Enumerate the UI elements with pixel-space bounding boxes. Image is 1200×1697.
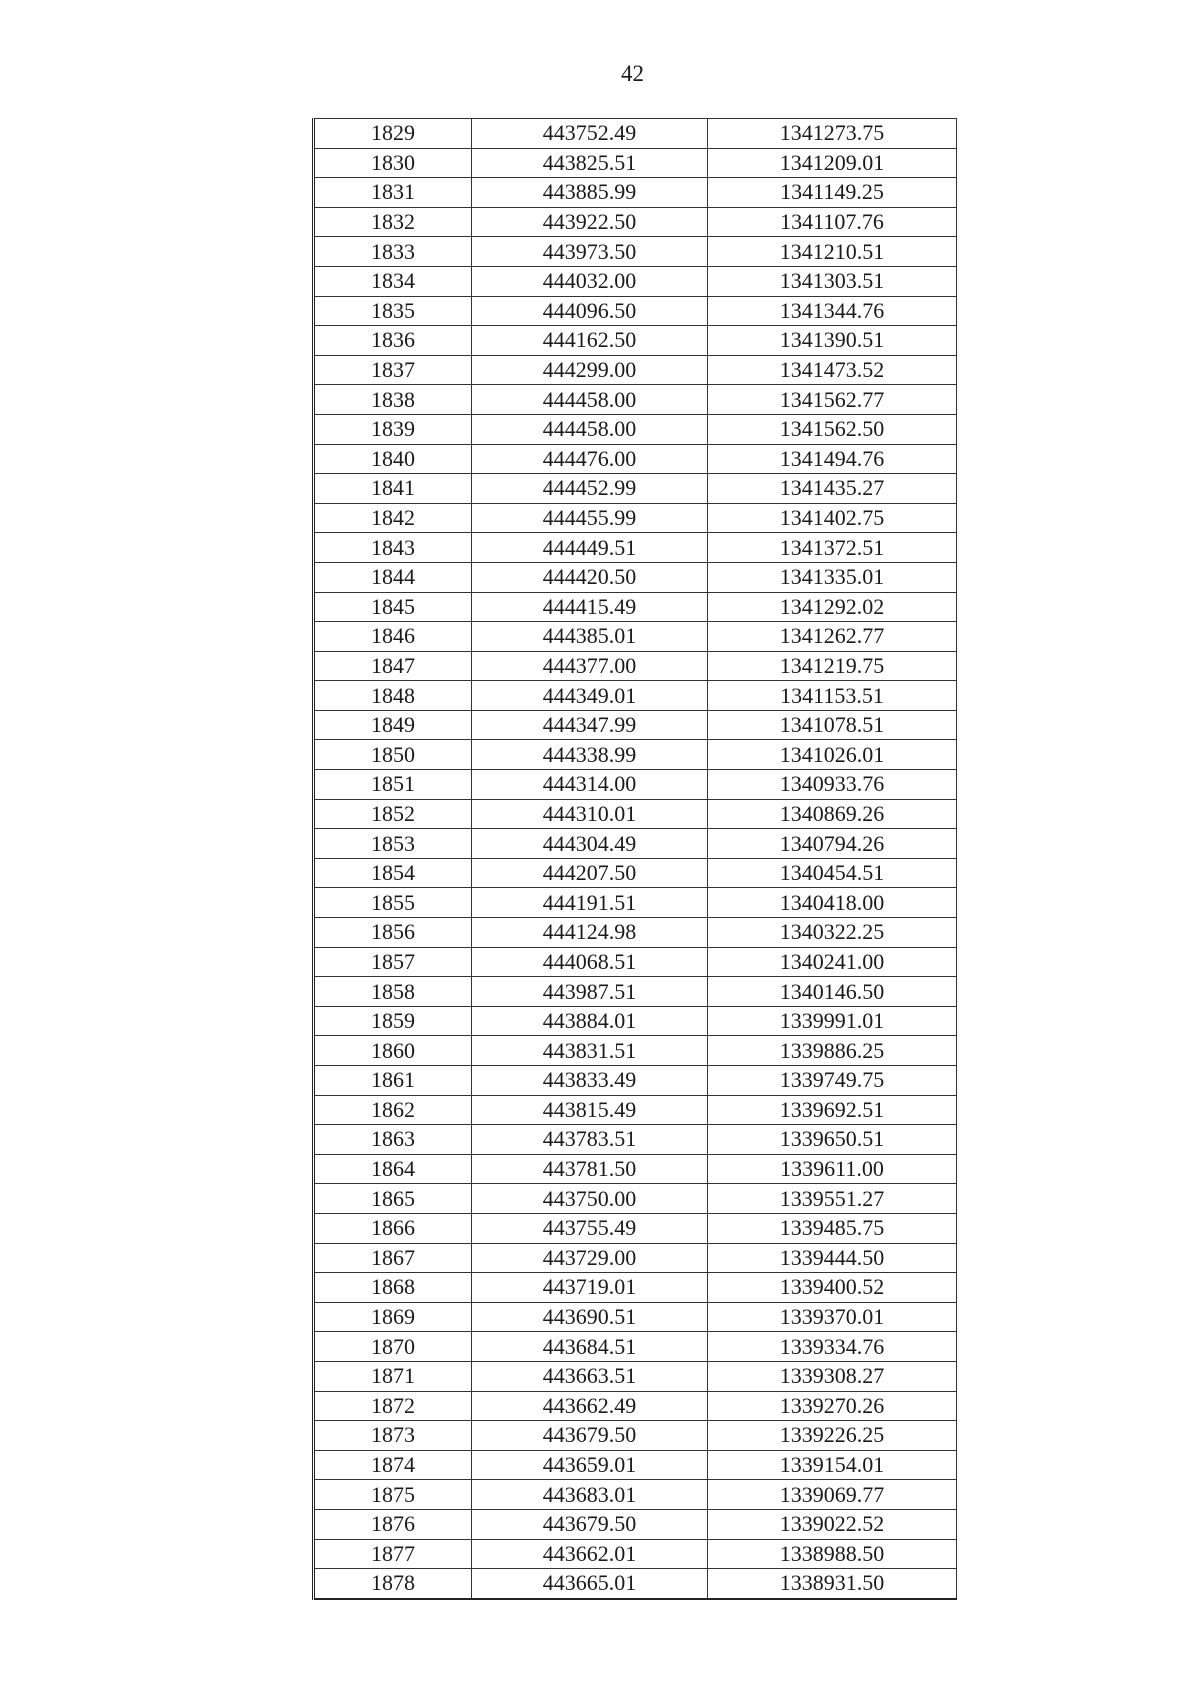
- point-number-cell: 1833: [314, 237, 472, 267]
- table-row: [314, 918, 957, 948]
- y-coordinate-cell: 1340322.25: [708, 918, 957, 948]
- y-coordinate-cell: 1341292.02: [708, 592, 957, 622]
- point-number-cell: 1859: [314, 1006, 472, 1036]
- x-coordinate-cell: 444162.50: [472, 326, 708, 356]
- y-coordinate-cell: 1339308.27: [708, 1361, 957, 1391]
- x-coordinate-cell: 443662.49: [472, 1391, 708, 1421]
- y-coordinate-cell: 1341262.77: [708, 622, 957, 652]
- x-coordinate-cell: 443922.50: [472, 207, 708, 237]
- point-number-cell: 1857: [314, 947, 472, 977]
- x-coordinate-cell: 444415.49: [472, 592, 708, 622]
- x-coordinate-cell: 444207.50: [472, 858, 708, 888]
- y-coordinate-cell: 1341562.77: [708, 385, 957, 415]
- y-coordinate-cell: 1341210.51: [708, 237, 957, 267]
- y-coordinate-cell: 1341494.76: [708, 444, 957, 474]
- table-row: [314, 1213, 957, 1243]
- table-row: [314, 237, 957, 267]
- x-coordinate-cell: 444304.49: [472, 829, 708, 859]
- x-coordinate-cell: 443752.49: [472, 119, 708, 149]
- point-number-cell: 1831: [314, 178, 472, 208]
- x-coordinate-cell: 443659.01: [472, 1450, 708, 1480]
- table-row: [314, 888, 957, 918]
- y-coordinate-cell: 1341219.75: [708, 651, 957, 681]
- point-number-cell: 1852: [314, 799, 472, 829]
- table-row: [314, 355, 957, 385]
- table-row: [314, 326, 957, 356]
- table-row: [314, 1539, 957, 1569]
- point-number-cell: 1871: [314, 1361, 472, 1391]
- x-coordinate-cell: 443679.50: [472, 1421, 708, 1451]
- table-row: [314, 296, 957, 326]
- table-row: [314, 1569, 957, 1599]
- table-row: [314, 710, 957, 740]
- coordinates-table-body: [314, 119, 957, 1599]
- point-number-cell: 1835: [314, 296, 472, 326]
- table-row: [314, 858, 957, 888]
- x-coordinate-cell: 444452.99: [472, 474, 708, 504]
- y-coordinate-cell: 1339370.01: [708, 1302, 957, 1332]
- point-number-cell: 1829: [314, 119, 472, 149]
- x-coordinate-cell: 444458.00: [472, 385, 708, 415]
- x-coordinate-cell: 443679.50: [472, 1509, 708, 1539]
- point-number-cell: 1834: [314, 266, 472, 296]
- point-number-cell: 1844: [314, 562, 472, 592]
- table-row: [314, 1421, 957, 1451]
- x-coordinate-cell: 444068.51: [472, 947, 708, 977]
- point-number-cell: 1855: [314, 888, 472, 918]
- x-coordinate-cell: 444310.01: [472, 799, 708, 829]
- table-row: [314, 622, 957, 652]
- x-coordinate-cell: 444458.00: [472, 414, 708, 444]
- table-row: [314, 651, 957, 681]
- y-coordinate-cell: 1340418.00: [708, 888, 957, 918]
- table-row: [314, 474, 957, 504]
- y-coordinate-cell: 1339022.52: [708, 1509, 957, 1539]
- point-number-cell: 1865: [314, 1184, 472, 1214]
- y-coordinate-cell: 1341209.01: [708, 148, 957, 178]
- table-row: [314, 562, 957, 592]
- x-coordinate-cell: 443690.51: [472, 1302, 708, 1332]
- table-row: [314, 178, 957, 208]
- table-row: [314, 592, 957, 622]
- y-coordinate-cell: 1341402.75: [708, 503, 957, 533]
- y-coordinate-cell: 1340869.26: [708, 799, 957, 829]
- x-coordinate-cell: 444191.51: [472, 888, 708, 918]
- table-row: [314, 681, 957, 711]
- point-number-cell: 1860: [314, 1036, 472, 1066]
- table-row: [314, 207, 957, 237]
- table-row: [314, 444, 957, 474]
- y-coordinate-cell: 1341335.01: [708, 562, 957, 592]
- point-number-cell: 1832: [314, 207, 472, 237]
- x-coordinate-cell: 444314.00: [472, 770, 708, 800]
- point-number-cell: 1854: [314, 858, 472, 888]
- x-coordinate-cell: 443750.00: [472, 1184, 708, 1214]
- point-number-cell: 1845: [314, 592, 472, 622]
- table-row: [314, 148, 957, 178]
- x-coordinate-cell: 443825.51: [472, 148, 708, 178]
- table-row: [314, 1332, 957, 1362]
- point-number-cell: 1851: [314, 770, 472, 800]
- y-coordinate-cell: 1340794.26: [708, 829, 957, 859]
- table-row: [314, 1361, 957, 1391]
- table-row: [314, 1184, 957, 1214]
- x-coordinate-cell: 444338.99: [472, 740, 708, 770]
- point-number-cell: 1861: [314, 1066, 472, 1096]
- point-number-cell: 1870: [314, 1332, 472, 1362]
- coordinates-table: [312, 118, 957, 1600]
- x-coordinate-cell: 444347.99: [472, 710, 708, 740]
- x-coordinate-cell: 443987.51: [472, 977, 708, 1007]
- y-coordinate-cell: 1341473.52: [708, 355, 957, 385]
- y-coordinate-cell: 1340933.76: [708, 770, 957, 800]
- y-coordinate-cell: 1341435.27: [708, 474, 957, 504]
- point-number-cell: 1874: [314, 1450, 472, 1480]
- table-row: [314, 1066, 957, 1096]
- table-row: [314, 740, 957, 770]
- x-coordinate-cell: 443755.49: [472, 1213, 708, 1243]
- point-number-cell: 1867: [314, 1243, 472, 1273]
- x-coordinate-cell: 444385.01: [472, 622, 708, 652]
- table-row: [314, 770, 957, 800]
- x-coordinate-cell: 443663.51: [472, 1361, 708, 1391]
- y-coordinate-cell: 1339154.01: [708, 1450, 957, 1480]
- y-coordinate-cell: 1341390.51: [708, 326, 957, 356]
- point-number-cell: 1877: [314, 1539, 472, 1569]
- y-coordinate-cell: 1339069.77: [708, 1480, 957, 1510]
- point-number-cell: 1830: [314, 148, 472, 178]
- y-coordinate-cell: 1339991.01: [708, 1006, 957, 1036]
- y-coordinate-cell: 1340241.00: [708, 947, 957, 977]
- y-coordinate-cell: 1340146.50: [708, 977, 957, 1007]
- y-coordinate-cell: 1339650.51: [708, 1125, 957, 1155]
- x-coordinate-cell: 443662.01: [472, 1539, 708, 1569]
- x-coordinate-cell: 443729.00: [472, 1243, 708, 1273]
- point-number-cell: 1837: [314, 355, 472, 385]
- table-row: [314, 1243, 957, 1273]
- x-coordinate-cell: 444455.99: [472, 503, 708, 533]
- table-row: [314, 977, 957, 1007]
- y-coordinate-cell: 1339749.75: [708, 1066, 957, 1096]
- point-number-cell: 1858: [314, 977, 472, 1007]
- y-coordinate-cell: 1341372.51: [708, 533, 957, 563]
- table-row: [314, 1509, 957, 1539]
- y-coordinate-cell: 1339692.51: [708, 1095, 957, 1125]
- point-number-cell: 1846: [314, 622, 472, 652]
- point-number-cell: 1853: [314, 829, 472, 859]
- x-coordinate-cell: 444124.98: [472, 918, 708, 948]
- y-coordinate-cell: 1341078.51: [708, 710, 957, 740]
- y-coordinate-cell: 1338931.50: [708, 1569, 957, 1599]
- x-coordinate-cell: 444096.50: [472, 296, 708, 326]
- point-number-cell: 1863: [314, 1125, 472, 1155]
- point-number-cell: 1836: [314, 326, 472, 356]
- table-row: [314, 947, 957, 977]
- y-coordinate-cell: 1339270.26: [708, 1391, 957, 1421]
- table-row: [314, 1154, 957, 1184]
- x-coordinate-cell: 444420.50: [472, 562, 708, 592]
- table-row: [314, 414, 957, 444]
- table-row: [314, 799, 957, 829]
- table-row: [314, 385, 957, 415]
- point-number-cell: 1849: [314, 710, 472, 740]
- x-coordinate-cell: 444377.00: [472, 651, 708, 681]
- point-number-cell: 1868: [314, 1273, 472, 1303]
- table-row: [314, 503, 957, 533]
- point-number-cell: 1869: [314, 1302, 472, 1332]
- y-coordinate-cell: 1338988.50: [708, 1539, 957, 1569]
- point-number-cell: 1873: [314, 1421, 472, 1451]
- table-row: [314, 1450, 957, 1480]
- y-coordinate-cell: 1339886.25: [708, 1036, 957, 1066]
- y-coordinate-cell: 1341273.75: [708, 119, 957, 149]
- x-coordinate-cell: 443683.01: [472, 1480, 708, 1510]
- x-coordinate-cell: 443783.51: [472, 1125, 708, 1155]
- point-number-cell: 1864: [314, 1154, 472, 1184]
- table-row: [314, 1095, 957, 1125]
- y-coordinate-cell: 1341562.50: [708, 414, 957, 444]
- x-coordinate-cell: 444449.51: [472, 533, 708, 563]
- table-row: [314, 1006, 957, 1036]
- x-coordinate-cell: 443973.50: [472, 237, 708, 267]
- point-number-cell: 1866: [314, 1213, 472, 1243]
- x-coordinate-cell: 443665.01: [472, 1569, 708, 1599]
- x-coordinate-cell: 443815.49: [472, 1095, 708, 1125]
- x-coordinate-cell: 444299.00: [472, 355, 708, 385]
- y-coordinate-cell: 1341344.76: [708, 296, 957, 326]
- y-coordinate-cell: 1339444.50: [708, 1243, 957, 1273]
- table-row: [314, 1036, 957, 1066]
- point-number-cell: 1848: [314, 681, 472, 711]
- x-coordinate-cell: 443884.01: [472, 1006, 708, 1036]
- page-number: 42: [621, 61, 644, 86]
- point-number-cell: 1839: [314, 414, 472, 444]
- point-number-cell: 1847: [314, 651, 472, 681]
- point-number-cell: 1840: [314, 444, 472, 474]
- y-coordinate-cell: 1341303.51: [708, 266, 957, 296]
- point-number-cell: 1862: [314, 1095, 472, 1125]
- point-number-cell: 1856: [314, 918, 472, 948]
- point-number-cell: 1843: [314, 533, 472, 563]
- y-coordinate-cell: 1340454.51: [708, 858, 957, 888]
- x-coordinate-cell: 443719.01: [472, 1273, 708, 1303]
- x-coordinate-cell: 443833.49: [472, 1066, 708, 1096]
- table-row: [314, 1480, 957, 1510]
- x-coordinate-cell: 443831.51: [472, 1036, 708, 1066]
- x-coordinate-cell: 443781.50: [472, 1154, 708, 1184]
- y-coordinate-cell: 1339334.76: [708, 1332, 957, 1362]
- y-coordinate-cell: 1339551.27: [708, 1184, 957, 1214]
- point-number-cell: 1850: [314, 740, 472, 770]
- x-coordinate-cell: 443885.99: [472, 178, 708, 208]
- point-number-cell: 1838: [314, 385, 472, 415]
- x-coordinate-cell: 444476.00: [472, 444, 708, 474]
- y-coordinate-cell: 1339611.00: [708, 1154, 957, 1184]
- y-coordinate-cell: 1339400.52: [708, 1273, 957, 1303]
- y-coordinate-cell: 1341026.01: [708, 740, 957, 770]
- point-number-cell: 1878: [314, 1569, 472, 1599]
- table-row: [314, 1302, 957, 1332]
- y-coordinate-cell: 1341107.76: [708, 207, 957, 237]
- point-number-cell: 1875: [314, 1480, 472, 1510]
- point-number-cell: 1872: [314, 1391, 472, 1421]
- table-row: [314, 1391, 957, 1421]
- table-row: [314, 1273, 957, 1303]
- x-coordinate-cell: 443684.51: [472, 1332, 708, 1362]
- y-coordinate-cell: 1341149.25: [708, 178, 957, 208]
- y-coordinate-cell: 1339226.25: [708, 1421, 957, 1451]
- x-coordinate-cell: 444032.00: [472, 266, 708, 296]
- point-number-cell: 1876: [314, 1509, 472, 1539]
- point-number-cell: 1841: [314, 474, 472, 504]
- y-coordinate-cell: 1341153.51: [708, 681, 957, 711]
- table-row: [314, 119, 957, 149]
- table-row: [314, 1125, 957, 1155]
- table-row: [314, 829, 957, 859]
- y-coordinate-cell: 1339485.75: [708, 1213, 957, 1243]
- point-number-cell: 1842: [314, 503, 472, 533]
- table-row: [314, 533, 957, 563]
- x-coordinate-cell: 444349.01: [472, 681, 708, 711]
- table-row: [314, 266, 957, 296]
